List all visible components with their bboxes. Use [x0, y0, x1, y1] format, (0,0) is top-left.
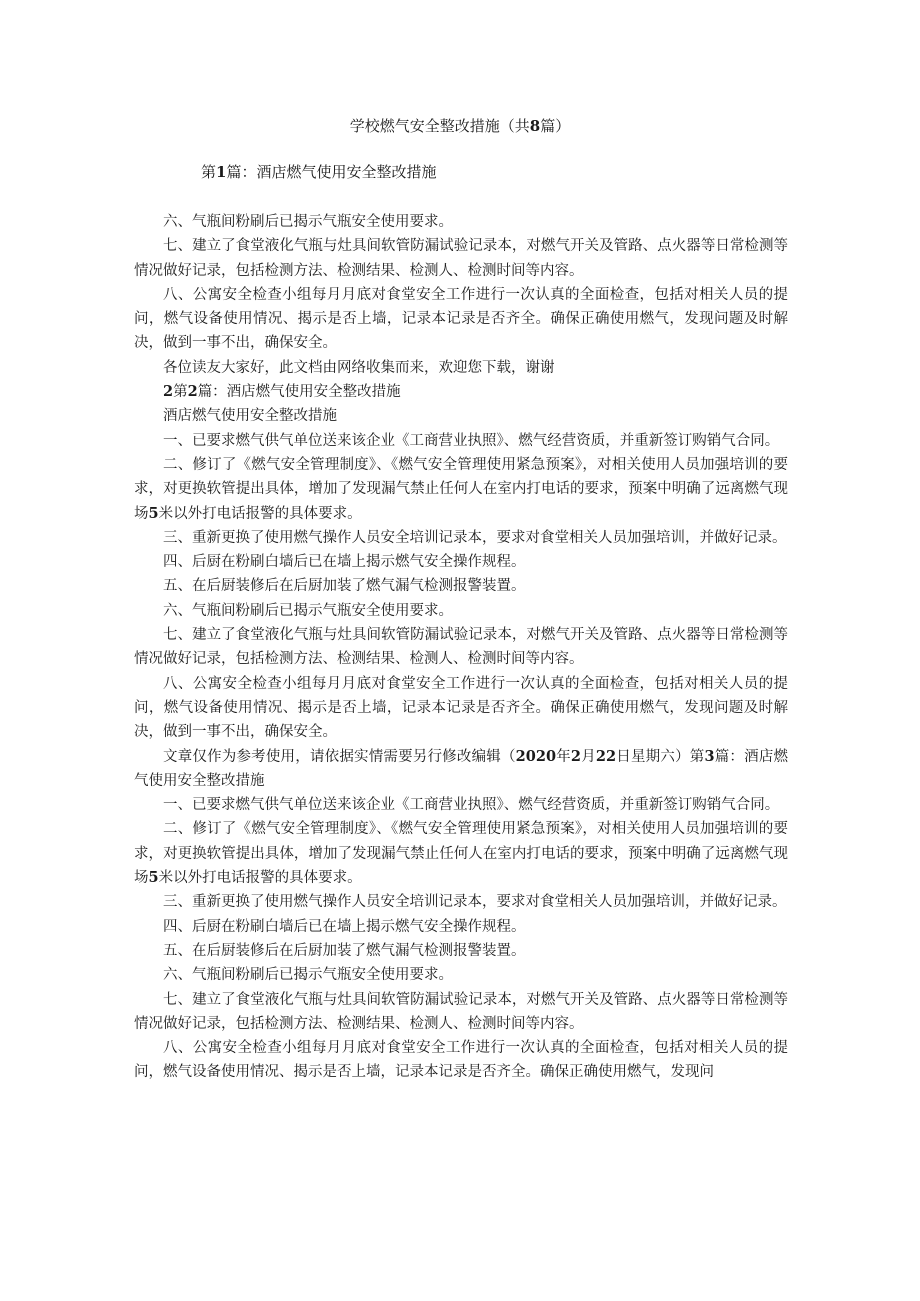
- document-body: [134, 210, 788, 1085]
- document-title: 学校燃气安全整改措施（共8篇）: [349, 117, 571, 135]
- paragraph: 各位读友大家好，此文档由网络收集而来，欢迎您下载，谢谢: [163, 359, 555, 376]
- paragraph: 一、已要求燃气供气单位送来该企业《工商营业执照》、燃气经营资质，并重新签订购销气合同。: [163, 432, 780, 449]
- paragraph: 七、建立了食堂液化气瓶与灶具间软管防漏试验记录本，对燃气开关及管路、点火器等日常检测等情况做好记录，包括检测方法、检测结果、检测人、检测时间等内容。: [134, 627, 788, 668]
- paragraph: 六、气瓶间粉刷后已揭示气瓶安全使用要求。: [163, 602, 453, 619]
- paragraph: 三、重新更换了使用燃气操作人员安全培训记录本，要求对食堂相关人员加强培训，并做好记录。: [163, 529, 787, 546]
- paragraph: 八、公寓安全检查小组每月月底对食堂安全工作进行一次认真的全面检查，包括对相关人员的提问，燃气设备使用情况、揭示是否上墙，记录本记录是否齐全。确保正确使用燃气，发现问题及时解决，做到一事不出，确保安全。: [134, 675, 788, 741]
- paragraph: 六、气瓶间粉刷后已揭示气瓶安全使用要求。: [163, 214, 453, 230]
- paragraph: 七、建立了食堂液化气瓶与灶具间软管防漏试验记录本，对燃气开关及管路、点火器等日常检测等情况做好记录，包括检测方法、检测结果、检测人、检测时间等内容。: [134, 238, 788, 279]
- paragraph: 五、在后厨装修后在后厨加装了燃气漏气检测报警装置。: [163, 942, 526, 959]
- paragraph: 一、已要求燃气供气单位送来该企业《工商营业执照》、燃气经营资质，并重新签订购销气合同。: [163, 797, 780, 814]
- paragraph: 八、公寓安全检查小组每月月底对食堂安全工作进行一次认真的全面检查，包括对相关人员的提问，燃气设备使用情况、揭示是否上墙，记录本记录是否齐全。确保正确使用燃气，发现问: [134, 1040, 788, 1081]
- paragraph: 二、修订了《燃气安全管理制度》、《燃气安全管理使用紧急预案》，对相关使用人员加强培训的要求，对更换软管提出具体，增加了发现漏气禁止任何人在室内打电话的要求，预案中明确了远离燃气现场5米以外打电话报警的具体要求。: [134, 821, 788, 887]
- section-heading-2: 2第2篇：酒店燃气使用安全整改措施: [163, 383, 401, 401]
- section-heading-3: 文章仅作为参考使用，请依据实情需要另行修改编辑（2020年2月22日星期六）第3篇：酒店燃气使用安全整改措施: [134, 747, 789, 789]
- section-heading-1: 第1篇：酒店燃气使用安全整改措施: [201, 163, 437, 181]
- paragraph: 四、后厨在粉刷白墙后已在墙上揭示燃气安全操作规程。: [163, 554, 526, 571]
- paragraph: 七、建立了食堂液化气瓶与灶具间软管防漏试验记录本，对燃气开关及管路、点火器等日常检测等情况做好记录，包括检测方法、检测结果、检测人、检测时间等内容。: [134, 991, 788, 1032]
- paragraph: 二、修订了《燃气安全管理制度》、《燃气安全管理使用紧急预案》，对相关使用人员加强培训的要求，对更换软管提出具体，增加了发现漏气禁止任何人在室内打电话的要求，预案中明确了远离燃气现场5米以外打电话报警的具体要求。: [134, 456, 788, 522]
- paragraph: 六、气瓶间粉刷后已揭示气瓶安全使用要求。: [163, 967, 453, 984]
- paragraph: 八、公寓安全检查小组每月月底对食堂安全工作进行一次认真的全面检查，包括对相关人员的提问，燃气设备使用情况、揭示是否上墙，记录本记录是否齐全。确保正确使用燃气，发现问题及时解决，做到一事不出，确保安全。: [134, 286, 788, 352]
- paragraph: 五、在后厨装修后在后厨加装了燃气漏气检测报警装置。: [163, 578, 526, 595]
- paragraph: 三、重新更换了使用燃气操作人员安全培训记录本，要求对食堂相关人员加强培训，并做好记录。: [163, 894, 787, 911]
- paragraph: 酒店燃气使用安全整改措施: [163, 408, 337, 425]
- paragraph: 四、后厨在粉刷白墙后已在墙上揭示燃气安全操作规程。: [163, 918, 526, 935]
